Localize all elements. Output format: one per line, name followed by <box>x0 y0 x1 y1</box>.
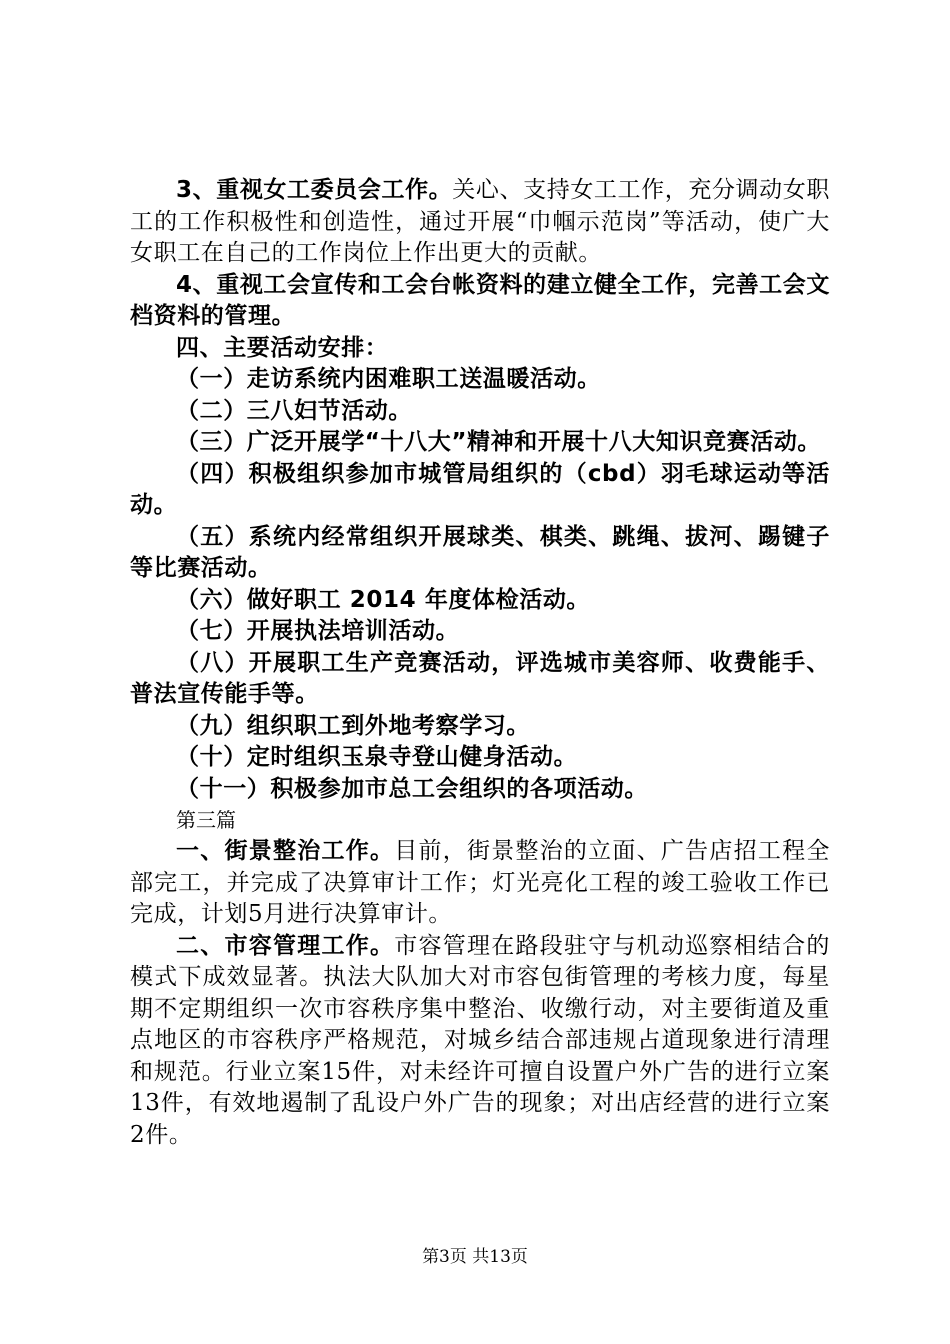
paragraph-text: 关心、支持女工工作，充分调动女职工的工作积极性和创造性，通过开展“巾帼示范岗”等活动，使广大女职工在自己的工作岗位上作出更大的贡献。 <box>130 177 830 266</box>
paragraph-women-committee <box>130 175 830 270</box>
activity-item: （十）定时组织玉泉寺登山健身活动。 <box>176 744 578 770</box>
paragraph-lead: 一、街景整治工作。 <box>176 838 395 864</box>
activity-item: （五）系统内经常组织开展球类、棋类、跳绳、拔河、踢键子等比赛活动。 <box>130 523 830 581</box>
activity-item: （八）开展职工生产竞赛活动，评选城市美容师、收费能手、普法宣传能手等。 <box>130 649 830 707</box>
activity-item: （一）走访系统内困难职工送温暖活动。 <box>176 366 601 392</box>
activity-item: （六）做好职工 2014 年度体检活动。 <box>176 586 591 613</box>
document-body <box>130 175 830 1151</box>
activity-item: （三）广泛开展学“十八大”精神和开展十八大知识竞赛活动。 <box>176 429 822 455</box>
paragraph-text: 市容管理在路段驻守与机动巡察相结合的模式下成效显著。执法大队加大对市容包街管理的考核力度，每星期不定期组织一次市容秩序集中整治、收缴行动，对主要街道及重点地区的市容秩序严格规范，对城乡结合部违规占道现象进行清理和规范。行业立案15件，对未经许可擅自设置户外广告的进行立案13件，有效地遏制了乱设户外广告的现象；对出店经营的进行立案2件。 <box>130 932 830 1148</box>
page-footer: 第3页 共13页 <box>422 1247 528 1267</box>
paragraph-text: 目前，街景整治的立面、广告店招工程全部完工，并完成了决算审计工作；灯光亮化工程的竣工验收工作已完成，计划5月进行决算审计。 <box>130 838 830 927</box>
paragraph-publicity-records: 4、重视工会宣传和工会台帐资料的建立健全工作，完善工会文档资料的管理。 <box>130 271 830 329</box>
paragraph-streetscape <box>130 836 830 931</box>
activity-item: （九）组织职工到外地考察学习。 <box>176 712 530 739</box>
paragraph-lead: 二、市容管理工作。 <box>176 932 395 959</box>
activity-item: （七）开展执法培训活动。 <box>176 618 460 644</box>
activity-item: （二）三八妇节活动。 <box>176 397 412 424</box>
part-heading: 第三篇 <box>176 808 236 832</box>
activity-item: （十一）积极参加市总工会组织的各项活动。 <box>176 775 648 802</box>
section-heading-activities: 四、主要活动安排： <box>176 334 389 361</box>
paragraph-city-appearance <box>130 931 830 1152</box>
paragraph-lead: 3、重视女工委员会工作。 <box>176 177 453 203</box>
activity-item: （四）积极组织参加市城管局组织的（cbd）羽毛球运动等活动。 <box>130 460 830 518</box>
